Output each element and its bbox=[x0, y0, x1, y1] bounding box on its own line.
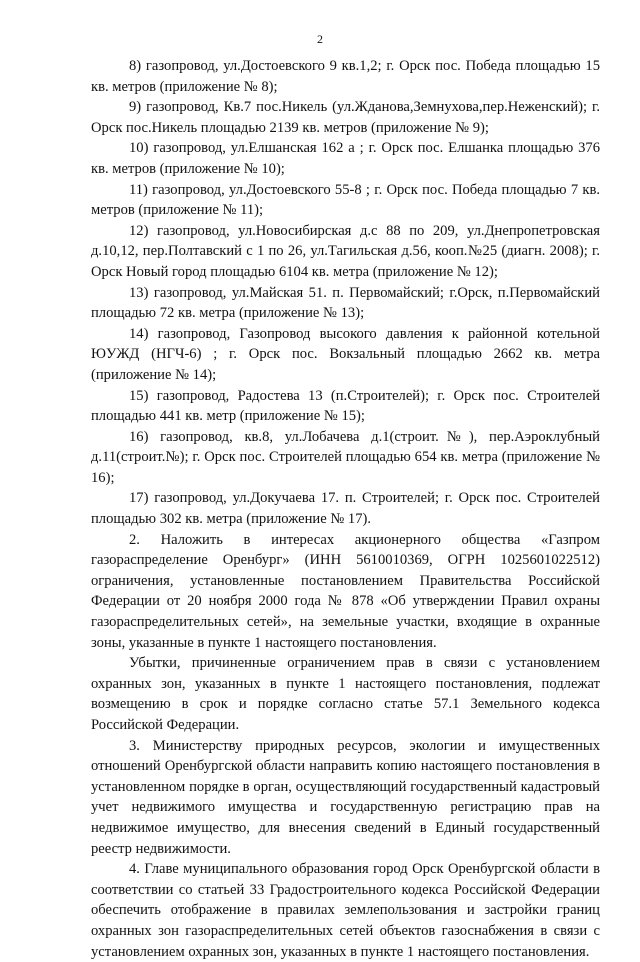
paragraph-item-9: 9) газопровод, Кв.7 пос.Никель (ул.Жданова,Земнухова,пер.Неженский); г. Орск пос.Никель площадью 2139 кв. метров (приложение № 9); bbox=[91, 99, 600, 136]
paragraph-item-8: 8) газопровод, ул.Достоевского 9 кв.1,2; г. Орск пос. Победа площадью 15 кв. метров (приложение № 8); bbox=[91, 58, 600, 95]
page-number: 2 bbox=[317, 32, 323, 46]
paragraph-item-10: 10) газопровод, ул.Елшанская 162 а ; г. Орск пос. Елшанка площадью 376 кв. метров (приложение № 10); bbox=[91, 140, 600, 177]
paragraph-clause-2: 2. Наложить в интересах акционерного общества «Газпром газораспределение Оренбург» (ИНН 5610010369, ОГРН 1025601022512) ограничения, установленные постановлением Правительства Российской Федерации от 20 ноября 2000 года № 878 «Об утверждении Правил охраны газораспределительных сетей», на земельные участки, входящие в охранные зоны, указанные в пункте 1 настоящего постановления. bbox=[91, 531, 600, 651]
document-body bbox=[91, 56, 600, 962]
paragraph-item-16: 16) газопровод, кв.8, ул.Лобачева д.1(строит.№), пер.Аэроклубный д.11(строит.№); г. Орск пос. Строителей площадью 654 кв. метра (приложение № 16); bbox=[91, 428, 600, 486]
paragraph-item-17: 17) газопровод, ул.Докучаева 17. п. Строителей; г. Орск пос. Строителей площадью 302 кв. метра (приложение № 17). bbox=[91, 490, 600, 528]
paragraph-item-14: 14) газопровод, Газопровод высокого давления к районной котельной ЮУЖД (НГЧ-6) ; г. Орск пос. Вокзальный площадью 2662 кв. метра (приложение № 14); bbox=[91, 325, 600, 383]
paragraph-item-15: 15) газопровод, Радостева 13 (п.Строителей); г. Орск пос. Строителей площадью 441 кв. метр (приложение № 15); bbox=[91, 387, 600, 425]
paragraph-clause-4: 4. Главе муниципального образования город Орск Оренбургской области в соответствии со статьей 33 Градостроительного кодекса Российской Федерации обеспечить отображение в правилах землепользования и застройки границ охранных зон газораспределительных сетей объектов газоснабжения в связи с установлением охранных зон, указанных в пункте 1 настоящего постановления. bbox=[91, 861, 600, 960]
paragraph-item-12: 12) газопровод, ул.Новосибирская д.с 88 по 209, ул.Днепропетровская д.10,12, пер.Полтавский с 1 по 26, ул.Тагильская д.56, кооп.№25 (диагн. 2008); г. Орск Новый город площадью 6104 кв. метра (приложение № 12); bbox=[91, 222, 600, 280]
paragraph-item-13: 13) газопровод, ул.Майская 51. п. Первомайский; г.Орск, п.Первомайский площадью 72 кв. метра (приложение № 13); bbox=[91, 284, 600, 322]
paragraph-damages: Убытки, причиненные ограничением прав в связи с установлением охранных зон, указанных в пункте 1 настоящего постановления, подлежат возмещению в срок и порядке согласно статье 57.1 Земельного кодекса Российской Федерации. bbox=[91, 655, 600, 733]
paragraph-clause-3: 3. Министерству природных ресурсов, экологии и имущественных отношений Оренбургской области направить копию настоящего постановления в установленном порядке в орган, осуществляющий государственный кадастровый учет недвижимого имущества и государственную регистрацию прав на недвижимое имущество, для внесения сведений в Единый государственный реестр недвижимости. bbox=[91, 737, 600, 857]
paragraph-item-11: 11) газопровод, ул.Достоевского 55-8 ; г. Орск пос. Победа площадью 7 кв. метров (приложение № 11); bbox=[91, 181, 600, 219]
